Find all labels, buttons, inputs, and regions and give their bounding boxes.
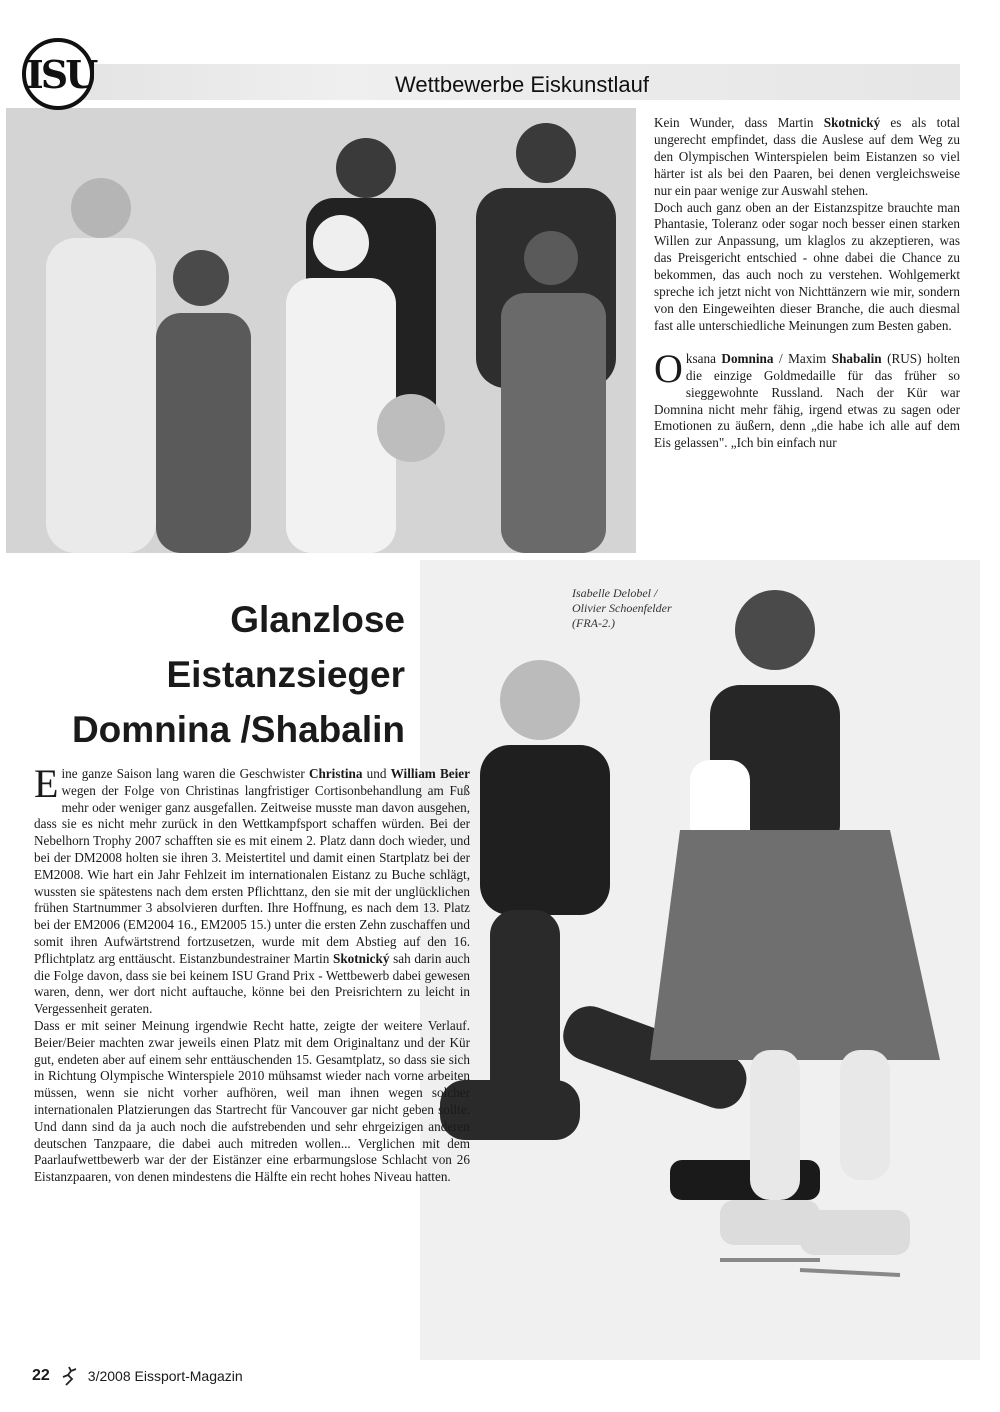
text-run: sah darin auch die Folge davon, dass sie bei keinem ISU Grand Prix - Wettbewerb dabei gewesen waren, denn, wer dort nicht auftauche, könne bei den Preisrichtern zu leicht in Vergessenheit geraten.: [34, 950, 470, 1017]
name-bold: Christina: [308, 766, 363, 781]
photo-caption: [572, 586, 712, 631]
name-bold: Shabalin: [831, 350, 882, 366]
caption-line: Isabelle Delobel /: [572, 586, 658, 600]
text-run: / Maxim: [773, 350, 832, 366]
paragraph: [654, 115, 960, 200]
paragraph: [654, 345, 960, 452]
drop-cap: O: [654, 345, 683, 391]
paragraph-gap: [654, 335, 960, 351]
podium-photo: [6, 108, 636, 553]
text-run: ksana: [685, 350, 722, 366]
text-run: es als total ungerecht empfindet, dass die Auslese auf dem Weg zu den Olympischen Winterspielen beim Eistanzen so viel härter ist als bei den Paaren, bei denen vergleichsweise nur ein paar wenige zur Auswahl stehen.: [654, 115, 961, 198]
text-run: ine ganze Saison lang waren die Geschwister: [61, 766, 309, 781]
ice-dance-illustration: [420, 560, 980, 1360]
caption-line: (FRA-2.): [572, 616, 615, 630]
page-number: 22: [32, 1367, 50, 1384]
paragraph: Doch auch ganz oben an der Eistanzspitze brauchte man Phantasie, Toleranz oder sogar noch besser einen starken Willen zur Anpassung, um klaglos zu akzeptieren, was das Preisgericht entschied - ohne dabei die Chance zu bekommen, das auch noch zu verstehen. Wohlgemerkt spreche ich jetzt nicht von Nichttänzern wie mir, sondern von den Eingeweihten dieser Branche, die auch diesmal fast alle unterschiedliche Meinungen zum Besten gaben.: [654, 199, 960, 333]
text-run: und: [362, 766, 391, 781]
headline-line: Domnina /Shabalin: [71, 709, 405, 750]
text-run: Kein Wunder, dass Martin: [654, 115, 824, 130]
headline-line: Glanzlose: [230, 599, 405, 640]
issue-label: 3/2008 Eissport-Magazin: [87, 1368, 243, 1384]
name-bold: Skotnický: [332, 950, 390, 966]
section-title: Wettbewerbe Eiskunstlauf: [395, 72, 649, 97]
page-footer: [32, 1365, 243, 1387]
name-bold: Domnina: [721, 350, 774, 366]
podium-photo-illustration: [6, 108, 636, 553]
right-column-text: [654, 115, 960, 452]
article-headline: [20, 592, 405, 757]
caption-line: Olivier Schoenfelder: [572, 601, 672, 615]
skater-icon: [58, 1365, 80, 1387]
drop-cap: E: [34, 761, 59, 806]
ice-dance-photo: [420, 560, 980, 1360]
text-run: wegen der Folge von Christinas langfristiger Cortisonbehandlung am Fuß mehr oder weniger ganz ausgefallen. Zeitweise musste man davon ausgehen, dass sie es nicht mehr zurück in den Wettkampfsport schaffen würden. Bei der Nebelhorn Trophy 2007 schafften sie es mit einem 2. Platz dann doch wieder, und bei der DM2008 holten sie ihren 3. Meistertitel und damit einen Startplatz bei der EM2008. Wie hart ein Jahr Fehlzeit im internationalen Eistanz zu Buche schlägt, wussten sie spätestens nach dem ersten Pflichttanz, den sie mit der unglücklichen frühen Startnummer 3 absolvieren durften. Ihre Hoffnung, es nach dem 13. Platz bei der EM2006 (EM2004 16., EM2005 15.) unter die ersten Zehn zuschaffen und somit ihren Aufwärtstrend fortzusetzen, wurde mit dem Abstieg auf den 16. Pflichtplatz arg enttäuscht. Eistanzbundestrainer Martin: [34, 782, 470, 966]
logo-text: ISU: [26, 52, 96, 97]
name-bold: Skotnický: [823, 115, 881, 130]
paragraph: [34, 761, 470, 1018]
isu-logo: [22, 38, 94, 110]
name-bold: William Beier: [390, 766, 470, 781]
text-run: (RUS) holten die einzige Goldmedaille für das früher so sieggewohnte Russland. Nach der Kür war Domnina nicht mehr fähig, irgend etwas zu sagen oder Emotionen zu äußern, denn „die habe ich alle auf dem Eis gelassen". „Ich bin einfach nur: [654, 350, 960, 451]
paragraph: Dass er mit seiner Meinung irgendwie Recht hatte, zeigte der weitere Verlauf. Beier/Beier machten zwar jeweils einen Platz mit dem Originaltanz und der Kür gut, endeten aber auf einem sehr enttäuschenden 15. Gesamtplatz, so dass sie sich in Richtung Olympische Winterspiele 2010 mühsamst wieder nach vorne arbeiten müssen, wenn sie nicht vorher aufhören, weil man ihnen wegen solcher internationalen Platzierungen das Startrecht für Vancouver gar nicht geben sollte. Und dann sind da ja auch noch die aufstrebenden und sehr ehrgeizigen anderen deutschen Tanzpaare, die dabei auch mitreden wollen... Verglichen mit dem Paarlaufwettbewerb war der der Eistänzer eine erbarmungslose Schlacht von 26 Eistanzpaaren, von denen mindestens die Hälfte ein recht hohes Niveau hatten.: [34, 1017, 470, 1185]
headline-line: Eistanzsieger: [166, 654, 405, 695]
left-column-text: [34, 761, 470, 1186]
